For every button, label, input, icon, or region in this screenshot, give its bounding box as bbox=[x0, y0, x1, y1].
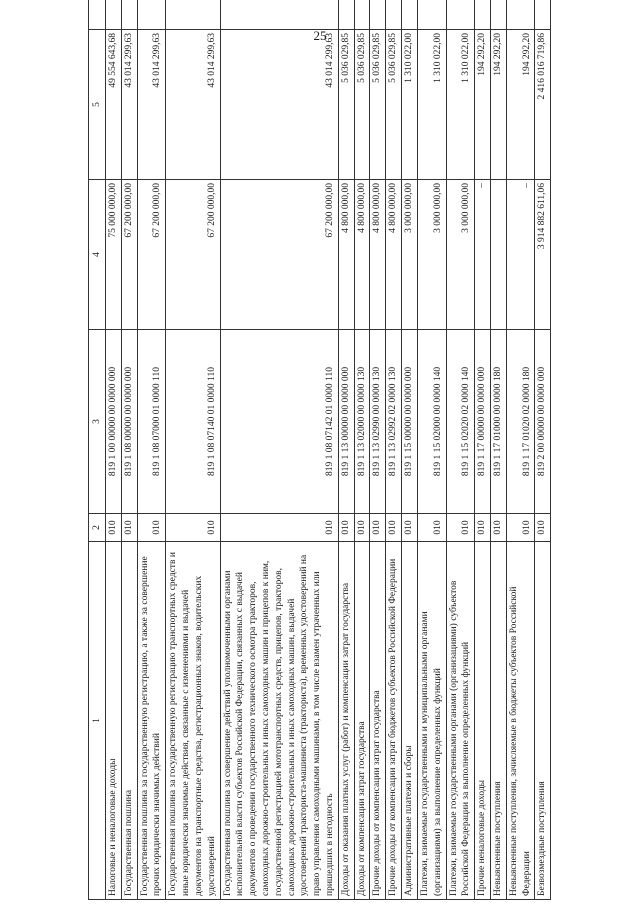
row-code-cell: 010 bbox=[490, 514, 506, 542]
row-plan-cell: 3 000 000,00 bbox=[417, 180, 446, 330]
row-plan-cell: 67 200 000,00 bbox=[220, 180, 338, 330]
row-plan-cell: 3 914 882 611,06 bbox=[535, 180, 551, 330]
row-unexecuted-cell bbox=[417, 0, 446, 30]
row-plan-cell: 3 000 000,00 bbox=[446, 180, 475, 330]
row-kbk-cell: 819 1 08 07142 01 0000 110 bbox=[220, 330, 338, 514]
row-unexecuted-cell bbox=[402, 0, 418, 30]
row-code-cell: 010 bbox=[417, 514, 446, 542]
row-kbk-cell: 819 1 13 02000 00 0000 130 bbox=[354, 330, 370, 514]
row-executed-cell: 5 036 029,85 bbox=[370, 30, 386, 180]
row-unexecuted-cell bbox=[137, 0, 166, 30]
row-executed-cell: 1 310 022,00 bbox=[402, 30, 418, 180]
table-header-row bbox=[89, 0, 106, 900]
row-kbk-cell: 819 1 08 00000 00 0000 000 bbox=[121, 330, 137, 514]
table-row bbox=[417, 0, 446, 900]
row-plan-cell: 67 200 000,00 bbox=[166, 180, 220, 330]
row-plan-cell: 4 800 000,00 bbox=[370, 180, 386, 330]
table-row bbox=[506, 0, 535, 900]
row-unexecuted-cell bbox=[220, 0, 338, 30]
row-name-cell: Государственная пошлина за государственную регистрацию транспортных средств и иные юридически значимые действия, связанные с изменениями и выдачей документов на транспортные средства, регистрационных знаков, водительских удостоверений bbox=[166, 542, 220, 900]
row-unexecuted-cell bbox=[490, 0, 506, 30]
row-kbk-cell: 819 1 15 02020 02 0000 140 bbox=[446, 330, 475, 514]
table-row bbox=[166, 0, 220, 900]
row-name-cell: Безвозмездные поступления bbox=[535, 542, 551, 900]
row-executed-cell: 43 014 299,63 bbox=[137, 30, 166, 180]
row-name-cell: Невыясненные поступления, зачисляемые в бюджеты субъектов Российской Федерации bbox=[506, 542, 535, 900]
row-unexecuted-cell bbox=[475, 0, 491, 30]
row-executed-cell: 194 292,20 bbox=[475, 30, 491, 180]
row-name-cell: Государственная пошлина за государственную регистрацию, а также за совершение прочих юридически значимых действий bbox=[137, 542, 166, 900]
row-name-cell: Прочие доходы от компенсации затрат бюджетов субъектов Российской Федерации bbox=[386, 542, 402, 900]
row-plan-cell: 67 200 000,00 bbox=[121, 180, 137, 330]
row-unexecuted-cell bbox=[121, 0, 137, 30]
row-executed-cell: 194 292,20 bbox=[490, 30, 506, 180]
row-code-cell: 010 bbox=[338, 514, 354, 542]
row-kbk-cell: 819 2 00 00000 00 0000 000 bbox=[535, 330, 551, 514]
row-unexecuted-cell bbox=[506, 0, 535, 30]
row-name-cell: Прочие доходы от компенсации затрат государства bbox=[370, 542, 386, 900]
row-code-cell: 010 bbox=[354, 514, 370, 542]
row-name-cell: Налоговые и неналоговые доходы bbox=[106, 542, 122, 900]
header-col-6 bbox=[89, 0, 106, 30]
row-plan-cell: – bbox=[475, 180, 491, 330]
row-code-cell: 010 bbox=[446, 514, 475, 542]
row-executed-cell: 43 014 299,63 bbox=[220, 30, 338, 180]
row-kbk-cell: 819 1 13 02992 02 0000 130 bbox=[386, 330, 402, 514]
table-row bbox=[490, 0, 506, 900]
row-plan-cell: 3 000 000,00 bbox=[402, 180, 418, 330]
header-col-1: 1 bbox=[89, 542, 106, 900]
table-row bbox=[475, 0, 491, 900]
row-plan-cell: 4 800 000,00 bbox=[386, 180, 402, 330]
row-executed-cell: 5 036 029,85 bbox=[338, 30, 354, 180]
row-name-cell: Платежи, взимаемые государственными и муниципальными органами (организациями) за выполнение определенных функций bbox=[417, 542, 446, 900]
row-plan-cell bbox=[490, 180, 506, 330]
row-kbk-cell: 819 1 00 00000 00 0000 000 bbox=[106, 330, 122, 514]
row-unexecuted-cell bbox=[354, 0, 370, 30]
row-name-cell: Доходы от оказания платных услуг (работ) и компенсации затрат государства bbox=[338, 542, 354, 900]
row-code-cell: 010 bbox=[121, 514, 137, 542]
row-code-cell: 010 bbox=[220, 514, 338, 542]
row-unexecuted-cell bbox=[370, 0, 386, 30]
header-col-2: 2 bbox=[89, 514, 106, 542]
row-kbk-cell: 819 1 08 07140 01 0000 110 bbox=[166, 330, 220, 514]
row-code-cell: 010 bbox=[386, 514, 402, 542]
row-unexecuted-cell bbox=[166, 0, 220, 30]
row-executed-cell: 5 036 029,85 bbox=[386, 30, 402, 180]
row-executed-cell: 5 036 029,85 bbox=[354, 30, 370, 180]
table-row bbox=[354, 0, 370, 900]
row-kbk-cell: 819 1 08 07000 01 0000 110 bbox=[137, 330, 166, 514]
row-plan-cell: 4 800 000,00 bbox=[338, 180, 354, 330]
header-col-3: 3 bbox=[89, 330, 106, 514]
row-executed-cell: 1 310 022,00 bbox=[417, 30, 446, 180]
row-plan-cell: 75 000 000,00 bbox=[106, 180, 122, 330]
row-name-cell: Невыясненные поступления bbox=[490, 542, 506, 900]
row-name-cell: Платежи, взимаемые государственными органами (организациями) субъектов Российской Федерации за выполнение определенных функций bbox=[446, 542, 475, 900]
page-number: 25 bbox=[313, 28, 327, 43]
row-name-cell: Прочие неналоговые доходы bbox=[475, 542, 491, 900]
row-code-cell: 010 bbox=[106, 514, 122, 542]
header-col-4: 4 bbox=[89, 180, 106, 330]
row-kbk-cell: 819 1 13 00000 00 0000 000 bbox=[338, 330, 354, 514]
table-row bbox=[535, 0, 551, 900]
row-code-cell: 010 bbox=[370, 514, 386, 542]
row-kbk-cell: 819 1 17 01020 02 0000 180 bbox=[506, 330, 535, 514]
row-executed-cell: 49 554 643,68 bbox=[106, 30, 122, 180]
row-name-cell: Государственная пошлина за совершение действий уполномоченными органами исполнительной власти субъектов Российской Федерации, связанных с выдачей документов о проведении государственного технического осмотра тракторов, самоходных дорожно-строительных и иных самоходных машин и прицепов к ним, государственной регистрацией мототранспортных средств, прицепов, тракторов, самоходных дорожно-строительных и иных самоходных машин, выдачей удостоверений тракториста-машиниста (тракториста), временных удостоверений на право управления самоходными машинами, в том числе взамен утраченных или пришедших в негодность bbox=[220, 542, 338, 900]
row-executed-cell: 2 416 016 719,86 bbox=[535, 30, 551, 180]
row-plan-cell: – bbox=[506, 180, 535, 330]
row-kbk-cell: 819 1 17 00000 00 0000 000 bbox=[475, 330, 491, 514]
row-unexecuted-cell bbox=[386, 0, 402, 30]
row-code-cell: 010 bbox=[506, 514, 535, 542]
row-executed-cell: 43 014 299,63 bbox=[166, 30, 220, 180]
row-executed-cell: 1 310 022,00 bbox=[446, 30, 475, 180]
row-plan-cell: 67 200 000,00 bbox=[137, 180, 166, 330]
row-kbk-cell: 819 1 13 02990 00 0000 130 bbox=[370, 330, 386, 514]
table-row bbox=[338, 0, 354, 900]
row-executed-cell: 43 014 299,63 bbox=[121, 30, 137, 180]
row-code-cell: 010 bbox=[402, 514, 418, 542]
row-executed-cell: 194 292,20 bbox=[506, 30, 535, 180]
row-code-cell: 010 bbox=[535, 514, 551, 542]
row-unexecuted-cell bbox=[446, 0, 475, 30]
table-row bbox=[137, 0, 166, 900]
row-kbk-cell: 819 1 15 02000 00 0000 140 bbox=[417, 330, 446, 514]
row-code-cell: 010 bbox=[475, 514, 491, 542]
table-row bbox=[386, 0, 402, 900]
row-unexecuted-cell bbox=[106, 0, 122, 30]
rotated-table-wrapper bbox=[88, 0, 610, 900]
table-row bbox=[121, 0, 137, 900]
table-row bbox=[370, 0, 386, 900]
row-kbk-cell: 819 1 17 01000 00 0000 180 bbox=[490, 330, 506, 514]
row-name-cell: Административные платежи и сборы bbox=[402, 542, 418, 900]
row-kbk-cell: 819 1 15 00000 00 0000 000 bbox=[402, 330, 418, 514]
row-plan-cell: 4 800 000,00 bbox=[354, 180, 370, 330]
table-row bbox=[402, 0, 418, 900]
row-name-cell: Государственная пошлина bbox=[121, 542, 137, 900]
row-name-cell: Доходы от компенсации затрат государства bbox=[354, 542, 370, 900]
header-col-5: 5 bbox=[89, 30, 106, 180]
table-row bbox=[106, 0, 122, 900]
table-row bbox=[220, 0, 338, 900]
row-code-cell: 010 bbox=[166, 514, 220, 542]
row-unexecuted-cell bbox=[338, 0, 354, 30]
row-code-cell: 010 bbox=[137, 514, 166, 542]
row-unexecuted-cell bbox=[535, 0, 551, 30]
table-row bbox=[446, 0, 475, 900]
revenue-table bbox=[88, 0, 551, 900]
